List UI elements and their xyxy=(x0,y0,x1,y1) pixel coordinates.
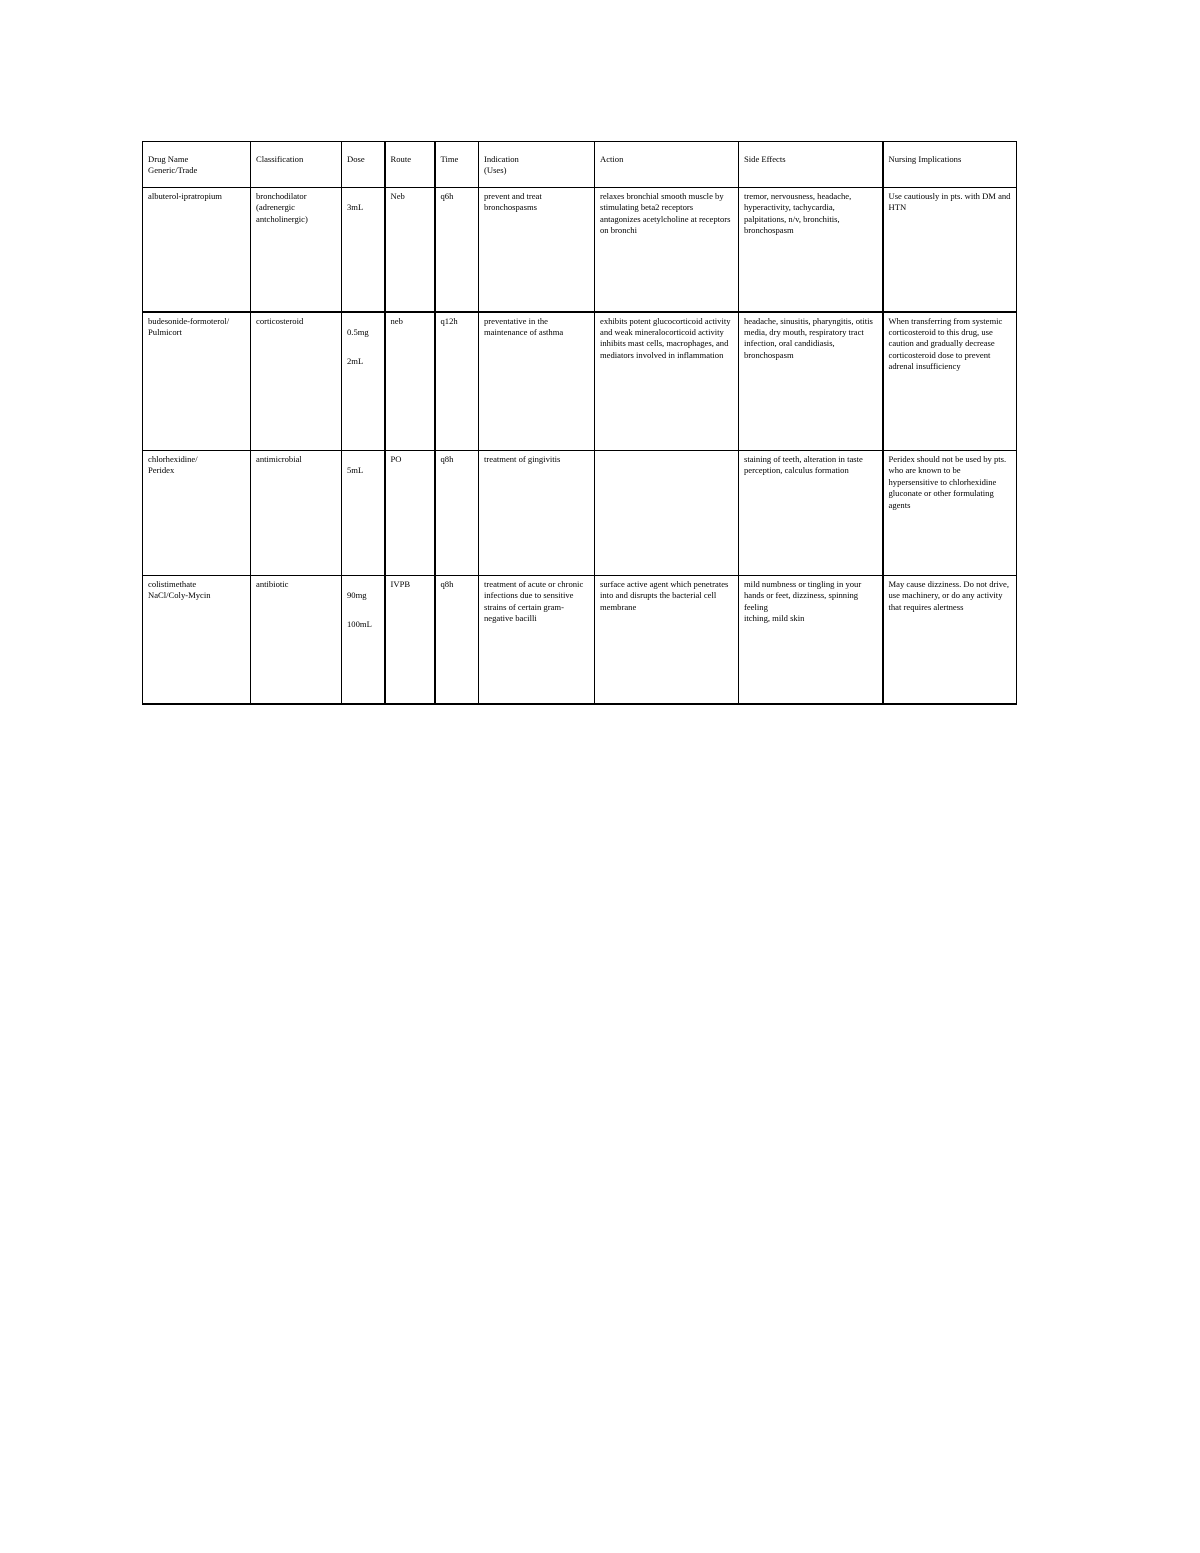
cell-side-effects: headache, sinusitis, pharyngitis, otitis media, dry mouth, respiratory tract infection, oral candidiasis, bronchospasm xyxy=(739,312,883,451)
dose-value: 90mg xyxy=(347,590,367,601)
cell-dose xyxy=(342,576,385,704)
dose-value: 5mL xyxy=(347,465,364,476)
cell-indication: preventative in the maintenance of asthma xyxy=(479,312,595,451)
table-row xyxy=(143,188,1017,312)
header-nursing-implications: Nursing Implications xyxy=(883,142,1017,188)
cell-indication: prevent and treat bronchospasms xyxy=(479,188,595,312)
cell-route: neb xyxy=(385,312,435,451)
cell-nursing-implications: Peridex should not be used by pts. who are known to be hypersensitive to chlorhexidine gluconate or other formulating agents xyxy=(883,451,1017,576)
cell-indication: treatment of gingivitis xyxy=(479,451,595,576)
cell-nursing-implications: Use cautiously in pts. with DM and HTN xyxy=(883,188,1017,312)
cell-action xyxy=(595,451,739,576)
cell-side-effects: mild numbness or tingling in your hands or feet, dizziness, spinning feeling itching, mild skin xyxy=(739,576,883,704)
header-indication: Indication (Uses) xyxy=(479,142,595,188)
cell-route: IVPB xyxy=(385,576,435,704)
cell-dose xyxy=(342,188,385,312)
cell-time: q6h xyxy=(435,188,479,312)
cell-action: relaxes bronchial smooth muscle by stimulating beta2 receptors antagonizes acetylcholine at receptors on bronchi xyxy=(595,188,739,312)
cell-time: q8h xyxy=(435,576,479,704)
cell-classification: antimicrobial xyxy=(251,451,342,576)
header-time: Time xyxy=(435,142,479,188)
dose-value: 0.5mg xyxy=(347,326,369,337)
drug-card-table xyxy=(142,141,1017,705)
dose-volume: 100mL xyxy=(347,619,372,630)
header-dose: Dose xyxy=(342,142,385,188)
cell-drug-name: colistimethate NaCl/Coly-Mycin xyxy=(143,576,251,704)
cell-drug-name: chlorhexidine/ Peridex xyxy=(143,451,251,576)
cell-dose xyxy=(342,451,385,576)
header-classification: Classification xyxy=(251,142,342,188)
cell-classification: antibiotic xyxy=(251,576,342,704)
cell-side-effects: tremor, nervousness, headache, hyperactivity, tachycardia, palpitations, n/v, bronchitis, bronchospasm xyxy=(739,188,883,312)
cell-dose xyxy=(342,312,385,451)
table-row xyxy=(143,576,1017,704)
table-header-row xyxy=(143,142,1017,188)
cell-time: q12h xyxy=(435,312,479,451)
cell-classification: bronchodilator (adrenergic antcholinergic) xyxy=(251,188,342,312)
cell-action: surface active agent which penetrates into and disrupts the bacterial cell membrane xyxy=(595,576,739,704)
dose-value: 3mL xyxy=(347,202,364,213)
cell-indication: treatment of acute or chronic infections due to sensitive strains of certain gram-negative bacilli xyxy=(479,576,595,704)
cell-nursing-implications: May cause dizziness. Do not drive, use machinery, or do any activity that requires alertness xyxy=(883,576,1017,704)
header-route: Route xyxy=(385,142,435,188)
header-side-effects: Side Effects xyxy=(739,142,883,188)
dose-volume: 2mL xyxy=(347,355,364,366)
cell-drug-name: budesonide-formoterol/ Pulmicort xyxy=(143,312,251,451)
cell-nursing-implications: When transferring from systemic corticosteroid to this drug, use caution and gradually decrease corticosteroid dose to prevent adrenal insufficiency xyxy=(883,312,1017,451)
cell-action: exhibits potent glucocorticoid activity and weak mineralocorticoid activity inhibits mast cells, macrophages, and mediators involved in inflammation xyxy=(595,312,739,451)
table-row xyxy=(143,312,1017,451)
cell-classification: corticosteroid xyxy=(251,312,342,451)
cell-time: q8h xyxy=(435,451,479,576)
header-drug-name: Drug Name Generic/Trade xyxy=(143,142,251,188)
cell-route: Neb xyxy=(385,188,435,312)
cell-drug-name: albuterol-ipratropium xyxy=(143,188,251,312)
cell-route: PO xyxy=(385,451,435,576)
table-row xyxy=(143,451,1017,576)
cell-side-effects: staining of teeth, alteration in taste perception, calculus formation xyxy=(739,451,883,576)
header-action: Action xyxy=(595,142,739,188)
